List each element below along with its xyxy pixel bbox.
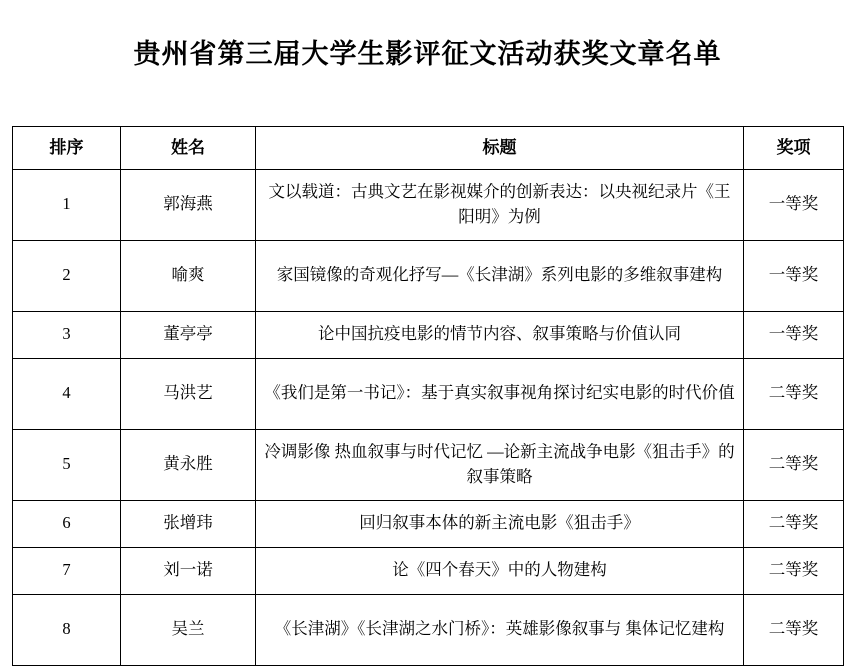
table-row — [13, 311, 844, 358]
table-row — [13, 169, 844, 240]
cell-name: 刘一诺 — [121, 547, 256, 594]
cell-rank: 6 — [13, 500, 121, 547]
cell-rank: 8 — [13, 594, 121, 665]
cell-title: 文以载道：古典文艺在影视媒介的创新表达：以央视纪录片《王阳明》为例 — [256, 169, 744, 240]
cell-rank: 3 — [13, 311, 121, 358]
cell-title: 《我们是第一书记》：基于真实叙事视角探讨纪实电影的时代价值 — [256, 358, 744, 429]
cell-name: 吴兰 — [121, 594, 256, 665]
cell-name: 喻爽 — [121, 240, 256, 311]
cell-name: 张增玮 — [121, 500, 256, 547]
cell-award: 二等奖 — [744, 429, 844, 500]
column-header-title: 标题 — [256, 126, 744, 169]
cell-rank: 2 — [13, 240, 121, 311]
cell-award: 二等奖 — [744, 500, 844, 547]
cell-award: 一等奖 — [744, 240, 844, 311]
column-header-award: 奖项 — [744, 126, 844, 169]
cell-award: 二等奖 — [744, 594, 844, 665]
cell-title: 论中国抗疫电影的情节内容、叙事策略与价值认同 — [256, 311, 744, 358]
cell-award: 一等奖 — [744, 169, 844, 240]
cell-name: 马洪艺 — [121, 358, 256, 429]
table-row — [13, 358, 844, 429]
table-header-row — [13, 126, 844, 169]
table-row — [13, 547, 844, 594]
cell-name: 郭海燕 — [121, 169, 256, 240]
table-row — [13, 500, 844, 547]
table-row — [13, 429, 844, 500]
cell-name: 黄永胜 — [121, 429, 256, 500]
cell-title: 冷调影像 热血叙事与时代记忆 —论新主流战争电影《狙击手》的叙事策略 — [256, 429, 744, 500]
cell-award: 二等奖 — [744, 358, 844, 429]
cell-award: 二等奖 — [744, 547, 844, 594]
table-row — [13, 240, 844, 311]
cell-title: 论《四个春天》中的人物建构 — [256, 547, 744, 594]
award-table-container — [12, 74, 843, 666]
cell-rank: 7 — [13, 547, 121, 594]
cell-title: 《长津湖》《长津湖之水门桥》：英雄影像叙事与 集体记忆建构 — [256, 594, 744, 665]
table-row — [13, 594, 844, 665]
cell-title: 回归叙事本体的新主流电影《狙击手》 — [256, 500, 744, 547]
cell-rank: 1 — [13, 169, 121, 240]
page-title: 贵州省第三届大学生影评征文活动获奖文章名单 — [133, 39, 722, 69]
cell-name: 董亭亭 — [121, 311, 256, 358]
cell-rank: 5 — [13, 429, 121, 500]
cell-title: 家国镜像的奇观化抒写—《长津湖》系列电影的多维叙事建构 — [256, 240, 744, 311]
award-table — [12, 126, 844, 666]
column-header-rank: 排序 — [13, 126, 121, 169]
column-header-name: 姓名 — [121, 126, 256, 169]
cell-rank: 4 — [13, 358, 121, 429]
table-body — [13, 169, 844, 665]
table-header — [13, 126, 844, 169]
cell-award: 一等奖 — [744, 311, 844, 358]
